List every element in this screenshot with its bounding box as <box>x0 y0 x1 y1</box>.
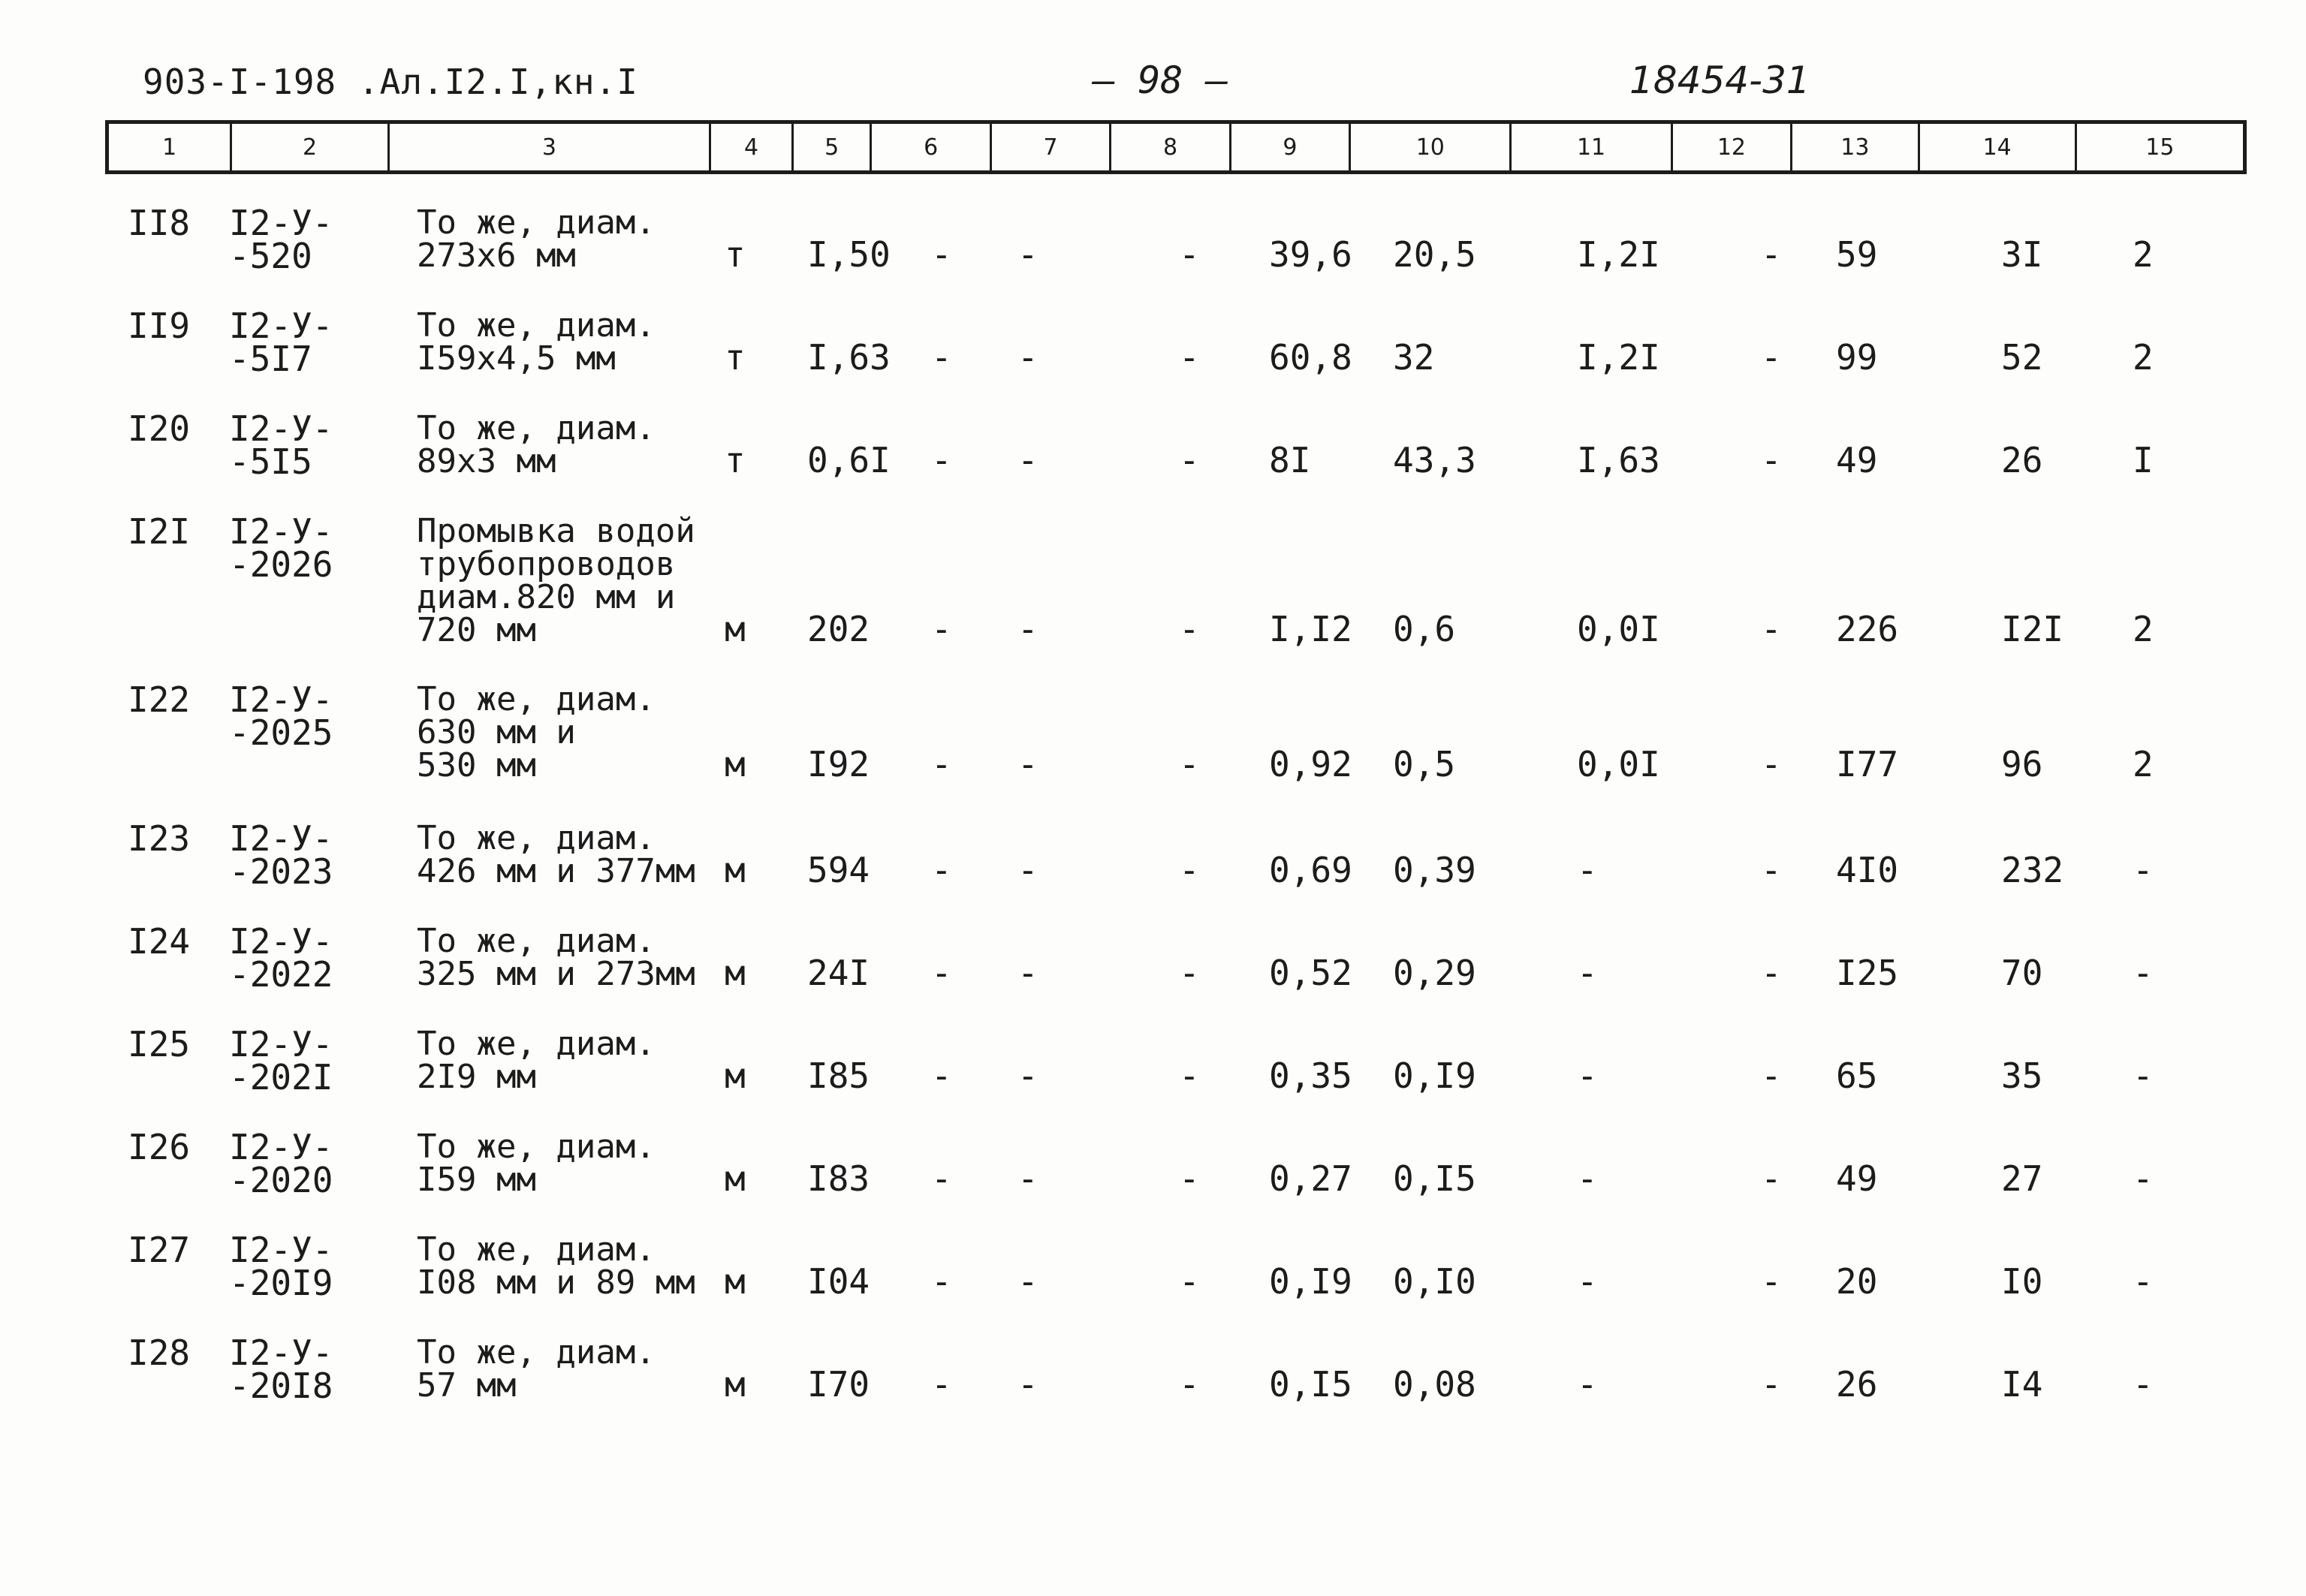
column-header-7: 7 <box>992 124 1111 170</box>
cell-code: I2-У- -2025 <box>229 679 333 753</box>
column-header-13: 13 <box>1792 124 1919 170</box>
cell-c13: 20 <box>1836 1261 1878 1302</box>
cell-desc: То же, диам. 2I9 мм <box>417 1025 656 1096</box>
cell-desc: То же, диам. I08 мм и 89 мм <box>417 1230 695 1302</box>
cell-unit: м <box>725 850 746 890</box>
cell-c11: - <box>1577 1158 1598 1199</box>
cell-desc: То же, диам. 325 мм и 273мм <box>417 922 695 993</box>
cell-c15: 2 <box>2133 234 2154 275</box>
cell-c10: 0,5 <box>1393 744 1456 784</box>
cell-qty: I,50 <box>807 234 891 275</box>
doc-number: 18454-31 <box>1629 59 1810 102</box>
cell-c6: - <box>931 234 952 275</box>
cell-n: I27 <box>128 1230 191 1270</box>
cell-c7: - <box>1017 440 1038 480</box>
cell-c14: 70 <box>2001 953 2043 993</box>
cell-code: I2-У- -2026 <box>229 511 333 585</box>
cell-n: I20 <box>128 408 191 449</box>
cell-n: I2I <box>128 511 191 552</box>
cell-c7: - <box>1017 1364 1038 1405</box>
cell-n: I22 <box>128 679 191 720</box>
cell-unit: м <box>725 953 746 993</box>
cell-c11: - <box>1577 953 1598 993</box>
cell-c15: I <box>2133 440 2154 480</box>
cell-c14: I0 <box>2001 1261 2043 1302</box>
cell-qty: I92 <box>807 744 870 784</box>
cell-c7: - <box>1017 1261 1038 1302</box>
column-header-5: 5 <box>794 124 873 170</box>
cell-n: I25 <box>128 1024 191 1065</box>
column-header-10: 10 <box>1351 124 1512 170</box>
cell-c14: 52 <box>2001 337 2043 378</box>
cell-c13: I77 <box>1836 744 1899 784</box>
cell-unit: т <box>725 234 746 275</box>
cell-c8: - <box>1179 440 1200 480</box>
cell-c9: 0,69 <box>1269 850 1352 890</box>
cell-c7: - <box>1017 337 1038 378</box>
cell-c11: 0,0I <box>1577 744 1660 784</box>
cell-n: II8 <box>128 203 191 243</box>
cell-qty: I04 <box>807 1261 870 1302</box>
cell-c8: - <box>1179 1055 1200 1096</box>
cell-c13: I25 <box>1836 953 1899 993</box>
cell-c6: - <box>931 1261 952 1302</box>
cell-c8: - <box>1179 744 1200 784</box>
cell-c8: - <box>1179 1158 1200 1199</box>
cell-c15: - <box>2133 953 2154 993</box>
cell-c15: - <box>2133 1055 2154 1096</box>
cell-n: I24 <box>128 921 191 962</box>
cell-c9: 60,8 <box>1269 337 1352 378</box>
cell-c8: - <box>1179 1364 1200 1405</box>
cell-desc: То же, диам. I59 мм <box>417 1128 656 1199</box>
cell-c14: I4 <box>2001 1364 2043 1405</box>
cell-c8: - <box>1179 234 1200 275</box>
cell-c6: - <box>931 1055 952 1096</box>
cell-c12: - <box>1761 440 1782 480</box>
cell-unit: т <box>725 440 746 480</box>
cell-c9: 0,52 <box>1269 953 1352 993</box>
cell-c10: 32 <box>1393 337 1435 378</box>
cell-c12: - <box>1761 1261 1782 1302</box>
cell-c13: 59 <box>1836 234 1878 275</box>
cell-qty: I85 <box>807 1055 870 1096</box>
cell-c6: - <box>931 953 952 993</box>
cell-c6: - <box>931 440 952 480</box>
cell-unit: т <box>725 337 746 378</box>
cell-unit: м <box>725 1364 746 1405</box>
cell-c11: - <box>1577 1055 1598 1096</box>
cell-c12: - <box>1761 1055 1782 1096</box>
cell-c11: - <box>1577 1261 1598 1302</box>
cell-unit: м <box>725 1261 746 1302</box>
cell-c8: - <box>1179 850 1200 890</box>
cell-desc: То же, диам. 57 мм <box>417 1333 656 1405</box>
cell-c8: - <box>1179 609 1200 649</box>
cell-c10: 0,I9 <box>1393 1055 1476 1096</box>
cell-c7: - <box>1017 1055 1038 1096</box>
cell-c13: 4I0 <box>1836 850 1899 890</box>
cell-code: I2-У- -20I8 <box>229 1333 333 1406</box>
cell-c15: - <box>2133 850 2154 890</box>
column-header-15: 15 <box>2145 134 2175 161</box>
cell-c12: - <box>1761 1364 1782 1405</box>
cell-qty: I70 <box>807 1364 870 1405</box>
column-header-6: 6 <box>872 124 991 170</box>
cell-c10: 0,I0 <box>1393 1261 1476 1302</box>
cell-c14: 26 <box>2001 440 2043 480</box>
cell-desc: То же, диам. 89х3 мм <box>417 409 656 480</box>
cell-code: I2-У- -2020 <box>229 1127 333 1200</box>
cell-c11: I,2I <box>1577 234 1660 275</box>
cell-n: II9 <box>128 306 191 346</box>
cell-c9: 8I <box>1269 440 1311 480</box>
cell-c8: - <box>1179 337 1200 378</box>
cell-c9: 0,92 <box>1269 744 1352 784</box>
cell-c6: - <box>931 850 952 890</box>
cell-code: I2-У- -2022 <box>229 921 333 995</box>
cell-code: I2-У- -20I9 <box>229 1230 333 1303</box>
cell-c10: 0,08 <box>1393 1364 1476 1405</box>
cell-c7: - <box>1017 1158 1038 1199</box>
cell-c6: - <box>931 609 952 649</box>
doc-code: 903-I-198 .Ал.I2.I,кн.I <box>143 62 638 102</box>
cell-n: I26 <box>128 1127 191 1167</box>
cell-c10: 0,I5 <box>1393 1158 1476 1199</box>
cell-c9: 0,35 <box>1269 1055 1352 1096</box>
cell-desc: То же, диам. I59х4,5 мм <box>417 306 656 378</box>
cell-c12: - <box>1761 337 1782 378</box>
cell-qty: 24I <box>807 953 870 993</box>
cell-c12: - <box>1761 609 1782 649</box>
cell-qty: 594 <box>807 850 870 890</box>
cell-c13: 65 <box>1836 1055 1878 1096</box>
cell-c12: - <box>1761 953 1782 993</box>
cell-c7: - <box>1017 609 1038 649</box>
cell-qty: I,63 <box>807 337 891 378</box>
cell-c13: 49 <box>1836 1158 1878 1199</box>
cell-code: I2-У- -202I <box>229 1024 333 1098</box>
cell-c6: - <box>931 337 952 378</box>
cell-c11: 0,0I <box>1577 609 1660 649</box>
cell-c7: - <box>1017 234 1038 275</box>
column-header-11: 11 <box>1512 124 1672 170</box>
cell-c15: - <box>2133 1364 2154 1405</box>
column-header-12: 12 <box>1673 124 1792 170</box>
cell-qty: 202 <box>807 609 870 649</box>
cell-c9: I,I2 <box>1269 609 1352 649</box>
column-header-2: 2 <box>232 124 389 170</box>
cell-c9: 0,I5 <box>1269 1364 1352 1405</box>
cell-c14: 27 <box>2001 1158 2043 1199</box>
cell-c14: 35 <box>2001 1055 2043 1096</box>
cell-code: I2-У- -5I5 <box>229 408 333 482</box>
cell-c10: 43,3 <box>1393 440 1476 480</box>
cell-c7: - <box>1017 850 1038 890</box>
cell-c14: 232 <box>2001 850 2064 890</box>
cell-c8: - <box>1179 1261 1200 1302</box>
cell-c6: - <box>931 744 952 784</box>
cell-unit: м <box>725 609 746 649</box>
cell-n: I28 <box>128 1333 191 1373</box>
cell-c10: 0,6 <box>1393 609 1456 649</box>
column-header-3: 3 <box>390 124 711 170</box>
cell-c9: 39,6 <box>1269 234 1352 275</box>
cell-code: I2-У- -520 <box>229 203 333 276</box>
column-header-4: 4 <box>711 124 794 170</box>
cell-c11: - <box>1577 1364 1598 1405</box>
cell-c9: 0,I9 <box>1269 1261 1352 1302</box>
column-header-9: 9 <box>1231 124 1351 170</box>
cell-c13: 49 <box>1836 440 1878 480</box>
cell-c11: I,2I <box>1577 337 1660 378</box>
column-header-14: 14 <box>1920 124 2077 170</box>
cell-c15: 2 <box>2133 744 2154 784</box>
cell-unit: м <box>725 1158 746 1199</box>
cell-qty: 0,6I <box>807 440 891 480</box>
cell-c13: 26 <box>1836 1364 1878 1405</box>
cell-unit: м <box>725 1055 746 1096</box>
cell-c6: - <box>931 1158 952 1199</box>
cell-c12: - <box>1761 744 1782 784</box>
cell-c12: - <box>1761 1158 1782 1199</box>
cell-c15: - <box>2133 1158 2154 1199</box>
cell-c10: 20,5 <box>1393 234 1476 275</box>
cell-c14: 96 <box>2001 744 2043 784</box>
cell-n: I23 <box>128 818 191 859</box>
cell-code: I2-У- -5I7 <box>229 306 333 379</box>
cell-code: I2-У- -2023 <box>229 818 333 892</box>
cell-c13: 226 <box>1836 609 1899 649</box>
cell-c11: I,63 <box>1577 440 1660 480</box>
cell-c15: 2 <box>2133 609 2154 649</box>
cell-qty: I83 <box>807 1158 870 1199</box>
cell-c7: - <box>1017 953 1038 993</box>
cell-c10: 0,39 <box>1393 850 1476 890</box>
cell-c8: - <box>1179 953 1200 993</box>
cell-c12: - <box>1761 234 1782 275</box>
column-header-1: 1 <box>109 124 232 170</box>
cell-c6: - <box>931 1364 952 1405</box>
cell-c7: - <box>1017 744 1038 784</box>
page-number: — 98 — <box>1093 59 1228 102</box>
cell-c9: 0,27 <box>1269 1158 1352 1199</box>
cell-c14: 3I <box>2001 234 2043 275</box>
cell-desc: Промывка водой трубопроводов диам.820 мм и 720 мм <box>417 512 695 649</box>
cell-c11: - <box>1577 850 1598 890</box>
cell-c12: - <box>1761 850 1782 890</box>
cell-c15: - <box>2133 1261 2154 1302</box>
cell-desc: То же, диам. 630 мм и 530 мм <box>417 680 656 784</box>
cell-c13: 99 <box>1836 337 1878 378</box>
cell-desc: То же, диам. 426 мм и 377мм <box>417 819 695 890</box>
column-header-8: 8 <box>1111 124 1231 170</box>
cell-c14: I2I <box>2001 609 2064 649</box>
cell-c15: 2 <box>2133 337 2154 378</box>
cell-desc: То же, диам. 273х6 мм <box>417 203 656 275</box>
cell-unit: м <box>725 744 746 784</box>
cell-c10: 0,29 <box>1393 953 1476 993</box>
